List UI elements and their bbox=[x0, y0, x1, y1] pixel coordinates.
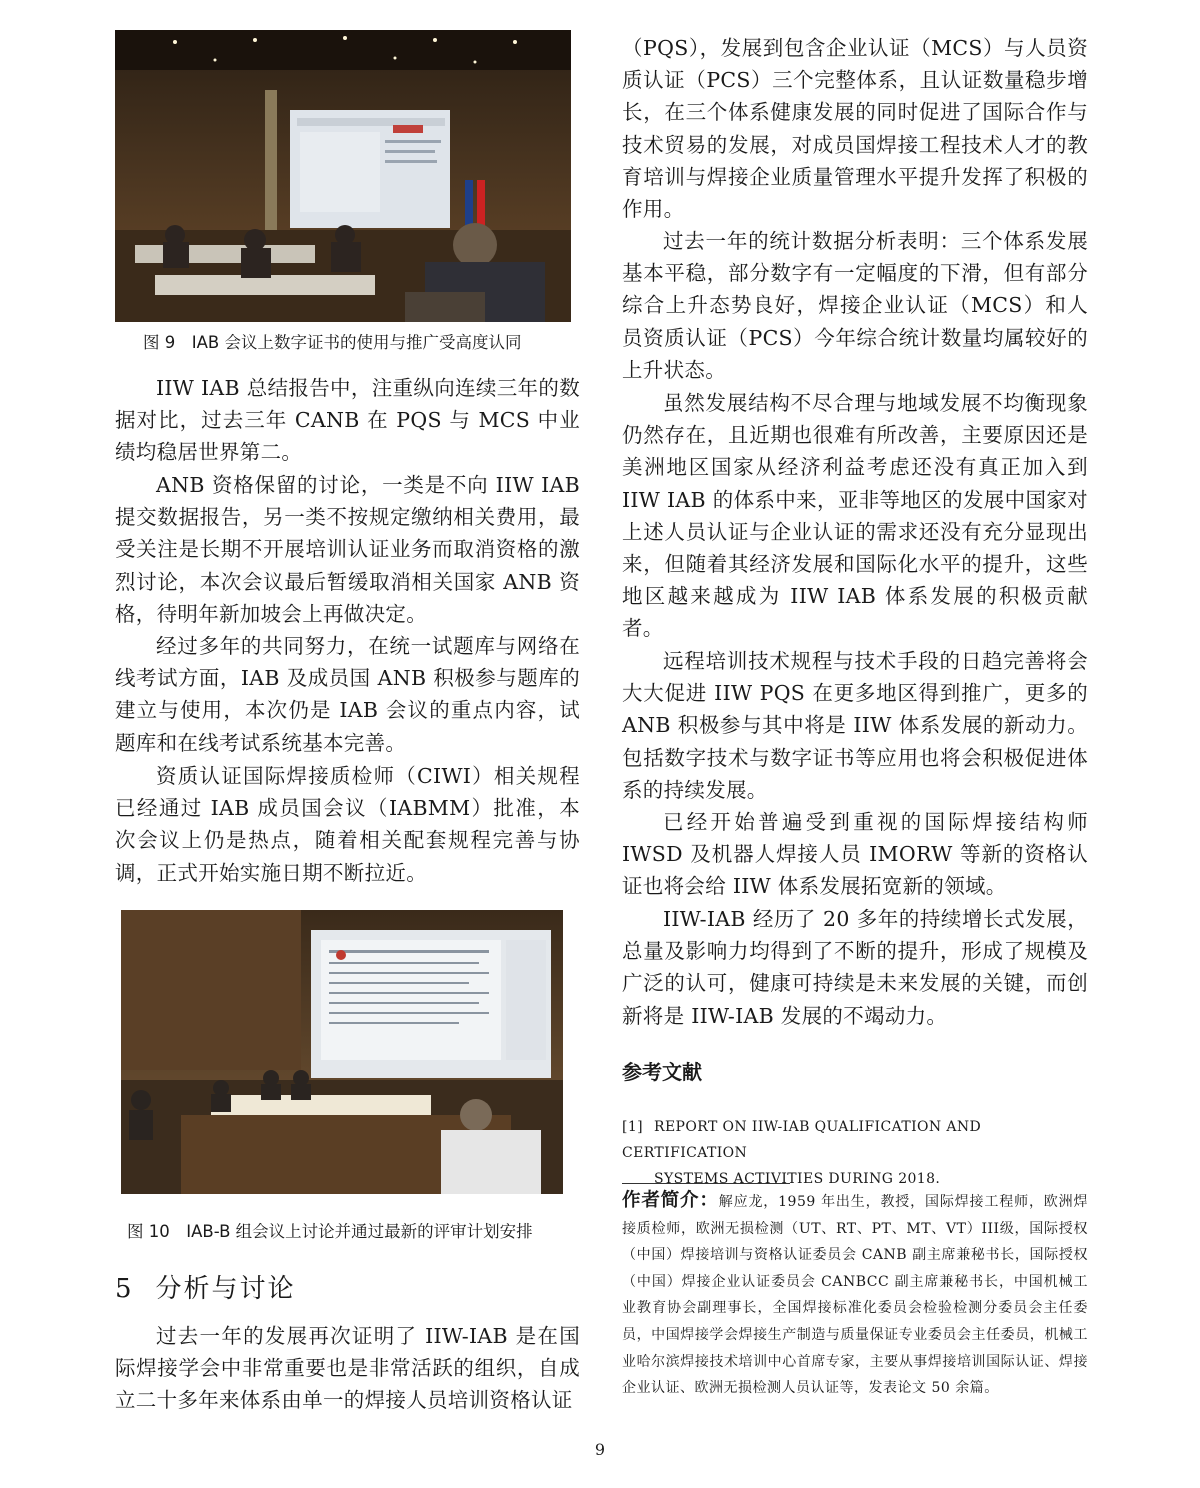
left-paragraph-1: IIW IAB 总结报告中，注重纵向连续三年的数据对比，过去三年 CANB 在 PQS 与 MCS 中业绩均稳居世界第二。 bbox=[115, 376, 580, 465]
reference-item bbox=[622, 1114, 1088, 1192]
right-paragraph-2: 过去一年的统计数据分析表明：三个体系发展基本平稳，部分数字有一定幅度的下滑，但有部分综合上升态势良好，焊接企业认证（MCS）和人员资质认证（PCS）今年综合统计数量均属较好的上升状态。 bbox=[622, 229, 1088, 382]
section-title: 分析与讨论 bbox=[155, 1274, 296, 1304]
reference-line-2: SYSTEMS ACTIVITIES DURING 2018. bbox=[654, 1171, 941, 1187]
divider bbox=[622, 1183, 790, 1184]
left-paragraph-4: 资质认证国际焊接质检师（CIWI）相关规程已经通过 IAB 成员国会议（IABMM）批准，本次会议上仍是热点，随着相关配套规程完善与协调，正式开始实施日期不断拉近。 bbox=[115, 764, 580, 885]
page-number: 9 bbox=[594, 1440, 606, 1459]
figure-10-caption: 图 10 IAB-B 组会议上讨论并通过最新的评审计划安排 bbox=[127, 1222, 533, 1241]
figure-9-caption: 图 9 IAB 会议上数字证书的使用与推广受高度认同 bbox=[143, 333, 522, 352]
author-bio bbox=[622, 1188, 1088, 1402]
right-paragraph-3: 虽然发展结构不尽合理与地域发展不均衡现象仍然存在，且近期也很难有所改善，主要原因还是美洲地区国家从经济利益考虑还没有真正加入到 IIW IAB 的体系中来，亚非等地区的发展中国家对上述人员认证与企业认证的需求还没有充分显现出来，但随着其经济发展和国际化水平的提升，这些地区越来越成为 IIW IAB 体系发展的积极贡献者。 bbox=[622, 391, 1088, 641]
left-paragraph-2: ANB 资格保留的讨论，一类是不向 IIW IAB 提交数据报告，另一类不按规定缴纳相关费用，最受关注是长期不开展培训认证业务而取消资格的激烈讨论，本次会议最后暂缓取消相关国家 ANB 资格，待明年新加坡会上再做决定。 bbox=[115, 473, 580, 626]
author-bio-text: 解应龙，1959 年出生，教授，国际焊接工程师，欧洲焊接质检师，欧洲无损检测（UT、RT、PT、MT、VT）III级，国际授权（中国）焊接培训与资格认证委员会 CANB 副主席兼秘书长，国际授权（中国）焊接企业认证委员会 CANBCC 副主席兼秘书长，中国机械工业教育协会副理事长，全国焊接标准化委员会检验检测分委员会主任委员，中国焊接学会焊接生产制造与质量保证专业委员会主任委员，机械工业哈尔滨焊接技术培训中心首席专家，主要从事焊接培训国际认证、焊接企业认证、欧洲无损检测人员认证等，发表论文 50 余篇。 bbox=[622, 1194, 1088, 1397]
reference-line-1: REPORT ON IIW-IAB QUALIFICATION AND CERTIFICATION bbox=[622, 1119, 982, 1161]
section-5-heading bbox=[115, 1268, 296, 1305]
reference-index: [1] bbox=[622, 1119, 644, 1135]
right-paragraph-5: 已经开始普遍受到重视的国际焊接结构师 IWSD 及机器人焊接人员 IMORW 等新的资格认证也将会给 IIW 体系发展拓宽新的领域。 bbox=[622, 810, 1088, 899]
author-bio-label: 作者简介： bbox=[622, 1190, 719, 1211]
right-paragraph-1: （PQS），发展到包含企业认证（MCS）与人员资质认证（PCS）三个完整体系，且认证数量稳步增长，在三个体系健康发展的同时促进了国际合作与技术贸易的发展，对成员国焊接工程技术人才的教育培训与焊接企业质量管理水平提升发挥了积极的作用。 bbox=[622, 36, 1088, 222]
references-heading: 参考文献 bbox=[622, 1060, 702, 1084]
section-number: 5 bbox=[115, 1274, 134, 1304]
left-paragraph-3: 经过多年的共同努力，在统一试题库与网络在线考试方面，IAB 及成员国 ANB 积极参与题库的建立与使用，本次仍是 IAB 会议的重点内容，试题库和在线考试系统基本完善。 bbox=[115, 634, 580, 755]
figure-10-photo bbox=[121, 910, 563, 1194]
figure-9-photo bbox=[115, 30, 571, 322]
right-paragraph-4: 远程培训技术规程与技术手段的日趋完善将会大大促进 IIW PQS 在更多地区得到推广，更多的 ANB 积极参与其中将是 IIW 体系发展的新动力。包括数字技术与数字证书等应用也将会积极促进体系的持续发展。 bbox=[622, 649, 1088, 802]
right-paragraph-6: IIW-IAB 经历了 20 多年的持续增长式发展，总量及影响力均得到了不断的提升，形成了规模及广泛的认可，健康可持续是未来发展的关键，而创新将是 IIW-IAB 发展的不竭动力。 bbox=[622, 907, 1088, 1028]
section-5-paragraph: 过去一年的发展再次证明了 IIW-IAB 是在国际焊接学会中非常重要也是非常活跃的组织，自成立二十多年来体系由单一的焊接人员培训资格认证 bbox=[115, 1324, 580, 1413]
